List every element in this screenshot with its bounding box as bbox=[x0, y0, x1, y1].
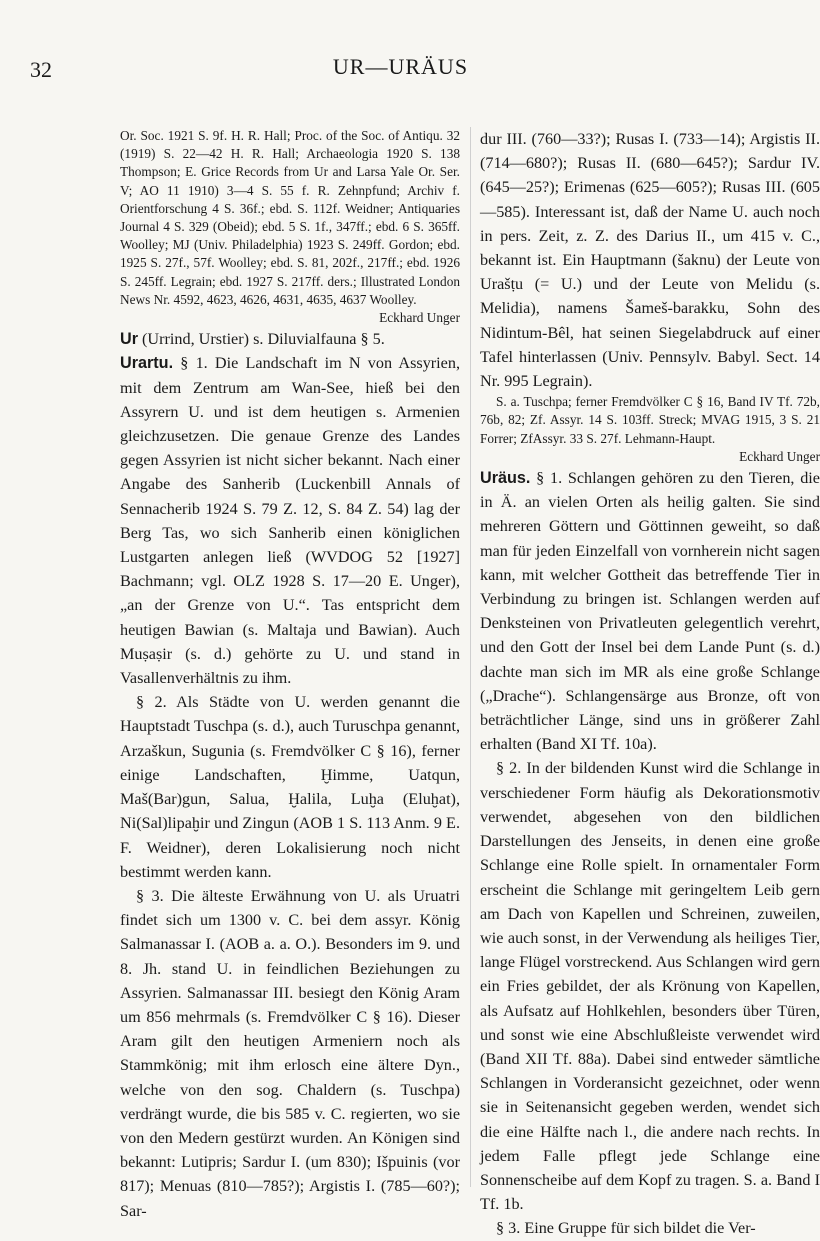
page-number: 32 bbox=[30, 57, 52, 82]
paragraph-text: § 2. Als Städte von U. werden genannt die Hauptstadt Tuschpa (s. d.), auch Turuschpa genannt, Arzaškun, Sugunia (s. Fremdvölker C § 16), ferner einige Landschaften, Ḫimme, Uatqun, Maš(Bar)gun, Salua, Ḫalila, Luḫa (Eluḫat), Ni(Sal)lipaḫir und Zingun (AOB 1 S. 113 Anm. 9 E. F. Weidner), deren Lokalisierung noch nicht bestimmt werden kann. bbox=[120, 693, 460, 881]
entry-headword: Ur bbox=[120, 330, 138, 349]
paragraph-text: § 1. Die Landschaft im N von Assyrien, mit dem Zentrum am Wan-See, hieß bei den Assyrern U. und ist dem heutigen s. Armenien gleichzusetzen. Die genaue Grenze des Landes gegen Assyrien ist nicht sicher bekannt. Nach einer Angabe des Sanherib (Luckenbill Annals of Sennacherib 1924 S. 79 Z. 12, S. 84 Z. 54) lag der Berg Tas, wo sich Sanherib einen königlichen Lustgarten anlegen ließ (WVDOG 52 [1927] Bachmann; vgl. OLZ 1928 S. 17—20 E. Unger), „an der Grenze von U.“. Tas entspricht dem heutigen Bawian (s. Maltaja und Bawian). Auch Muṣaṣir (s. d.) gehörte zu U. und stand in Vasallenverhältnis zu ihm. bbox=[120, 354, 460, 688]
paragraph-text: Or. Soc. 1921 S. 9f. H. R. Hall; Proc. of the Soc. of Antiqu. 32 (1919) S. 22—42 H. R. Hall; Archaeologia 1920 S. 138 Thompson; E. Grice Records from Ur and Larsa Yale Or. Ser. V; AO 11 1910) 3—4 S. 55 f. R. Zehnpfund; Archiv f. Orientforschung 4 S. 36f.; ebd. S. 112f. Weidner; Antiquaries Journal 4 S. 329 (Obeid); ebd. 5 S. 1f., 347ff.; ebd. 6 S. 365ff. Woolley; MJ (Univ. Philadelphia) 1923 S. 249ff. Gordon; ebd. 1925 S. 27f., 57f. Woolley; ebd. S. 81, 202f., 217ff.; ebd. 1926 S. 245ff. Legrain; ebd. 1927 S. 217ff. ders.; Illustrated London News Nr. 4592, 4623, 4626, 4631, 4635, 4637 Woolley. bbox=[120, 128, 460, 307]
paragraph bbox=[480, 1216, 820, 1240]
paragraph-text: § 2. In der bildenden Kunst wird die Schlange in verschiedener Form häufig als Dekorationsmotiv verwendet, abgesehen von den bildlichen Darstellungen des Jenseits, in denen eine große Schlange eine Rolle spielt. In ornamentaler Form erscheint die Schlange mit geringeltem Leib gern am Dach von Kapellen und Schreinen, zuweilen, wie auch sonst, in der Verwendung als heiliges Tier, lange Flügel vorstreckend. Aus Schlangen wird gern ein Fries gebildet, der als Krönung von Kapellen, als Aufsatz auf Hohlkehlen, besonders über Türen, und sonst wie eine Abschlußleiste verwendet wird (Band XII Tf. 88a). Dabei sind entweder sämtliche Schlangen in Vorderansicht gezeichnet, oder wenn sie in Seitenansicht gegeben werden, wendet sich die eine Hälfte nach l., die andere nach rechts. In jedem Falle pflegt jede Schlange eine Sonnenscheibe auf dem Kopf zu tragen. S. a. Band I Tf. 1b. bbox=[480, 759, 820, 1214]
paragraph bbox=[480, 756, 820, 1216]
entry-headword: Uräus. bbox=[480, 469, 531, 488]
paragraph-text: § 3. Die älteste Erwähnung von U. als Uruatri findet sich um 1300 v. C. bei dem assyr. König Salmanassar I. (AOB a. a. O.). Besonders im 9. und 8. Jh. stand U. in feindlichen Beziehungen zu Assyrien. Salmanassar III. besiegt den König Aram um 856 mehrmals (s. Fremdvölker C § 16). Dieser Aram gilt den heutigen Armeniern noch als Stammkönig; mit ihm erlosch eine ältere Dyn., welche von den sog. Chaldern (s. Tuschpa) verdrängt wurde, die bis 585 v. C. regierten, wo sie von den Medern gestürzt wurden. An Königen sind bekannt: Lutipris; Sardur I. (um 830); Išpuinis (vor 817); Menuas (810—785?); Argistis I. (785—60?); Sar- bbox=[120, 886, 460, 1220]
paragraph-text: (Urrind, Urstier) s. Diluvialfauna § 5. bbox=[138, 330, 385, 349]
running-head: UR—URÄUS bbox=[332, 54, 469, 79]
paragraph bbox=[480, 448, 820, 466]
paragraph bbox=[120, 690, 460, 884]
entry-paragraph bbox=[120, 351, 460, 690]
right-column bbox=[480, 127, 820, 1241]
paragraph-text: Eckhard Unger bbox=[379, 310, 460, 326]
paragraph bbox=[120, 309, 460, 327]
paragraph-text: Eckhard Unger bbox=[739, 448, 820, 464]
left-column bbox=[120, 127, 460, 1223]
column-divider bbox=[470, 127, 471, 1187]
paragraph-text: § 3. Eine Gruppe für sich bildet die Ver- bbox=[496, 1219, 756, 1238]
paragraph bbox=[120, 127, 460, 309]
entry-paragraph bbox=[480, 466, 820, 756]
paragraph bbox=[120, 884, 460, 1223]
entry-headword: Urartu. bbox=[120, 354, 174, 373]
entry-paragraph bbox=[120, 327, 460, 351]
paragraph-text: § 1. Schlangen gehören zu den Tieren, die in Ä. an vielen Orten als heilig galten. Sie sind mehreren Göttern und Göttinnen geweiht, so daß man für jeden Einzelfall von vornherein nicht sagen kann, mit welcher Gottheit das betreffende Tier in Verbindung zu bringen ist. Schlangen werden auf Denksteinen von Privatleuten gelegentlich verehrt, und den Gott der Insel bei dem Lande Punt (s. d.) dachte man sich im MR als eine große Schlange („Drache“). Schlangensärge aus Bronze, oft von beträchtlicher Länge, sind uns in größerer Zahl erhalten (Band XI Tf. 10a). bbox=[480, 469, 820, 754]
paragraph bbox=[480, 127, 820, 393]
paragraph bbox=[480, 393, 820, 448]
paragraph-text: S. a. Tuschpa; ferner Fremdvölker C § 16, Band IV Tf. 72b, 76b, 82; Zf. Assyr. 14 S. 103ff. Streck; MVAG 1915, 3 S. 21 Forrer; ZfAssyr. 33 S. 27f. Lehmann-Haupt. bbox=[480, 394, 820, 446]
paragraph-text: dur III. (760—33?); Rusas I. (733—14); Argistis II. (714—680?); Rusas II. (680—645?); Sardur IV. (645—25?); Erimenas (625—605?); Rusas III. (605—585). Interessant ist, daß der Name U. auch noch in pers. Zeit, z. Z. des Darius II., um 415 v. C., bekannt ist. Ein Hauptmann (šaknu) der Leute von Urašṭu (= U.) und der Leute von Melidu (s. Melidia), namens Šameš-barakku, Sohn des Nidintum-Bêl, hat seinen Siegelabdruck auf einer Tafel hinterlassen (Univ. Pennsylv. Babyl. Sect. 14 Nr. 995 Legrain). bbox=[480, 130, 820, 391]
